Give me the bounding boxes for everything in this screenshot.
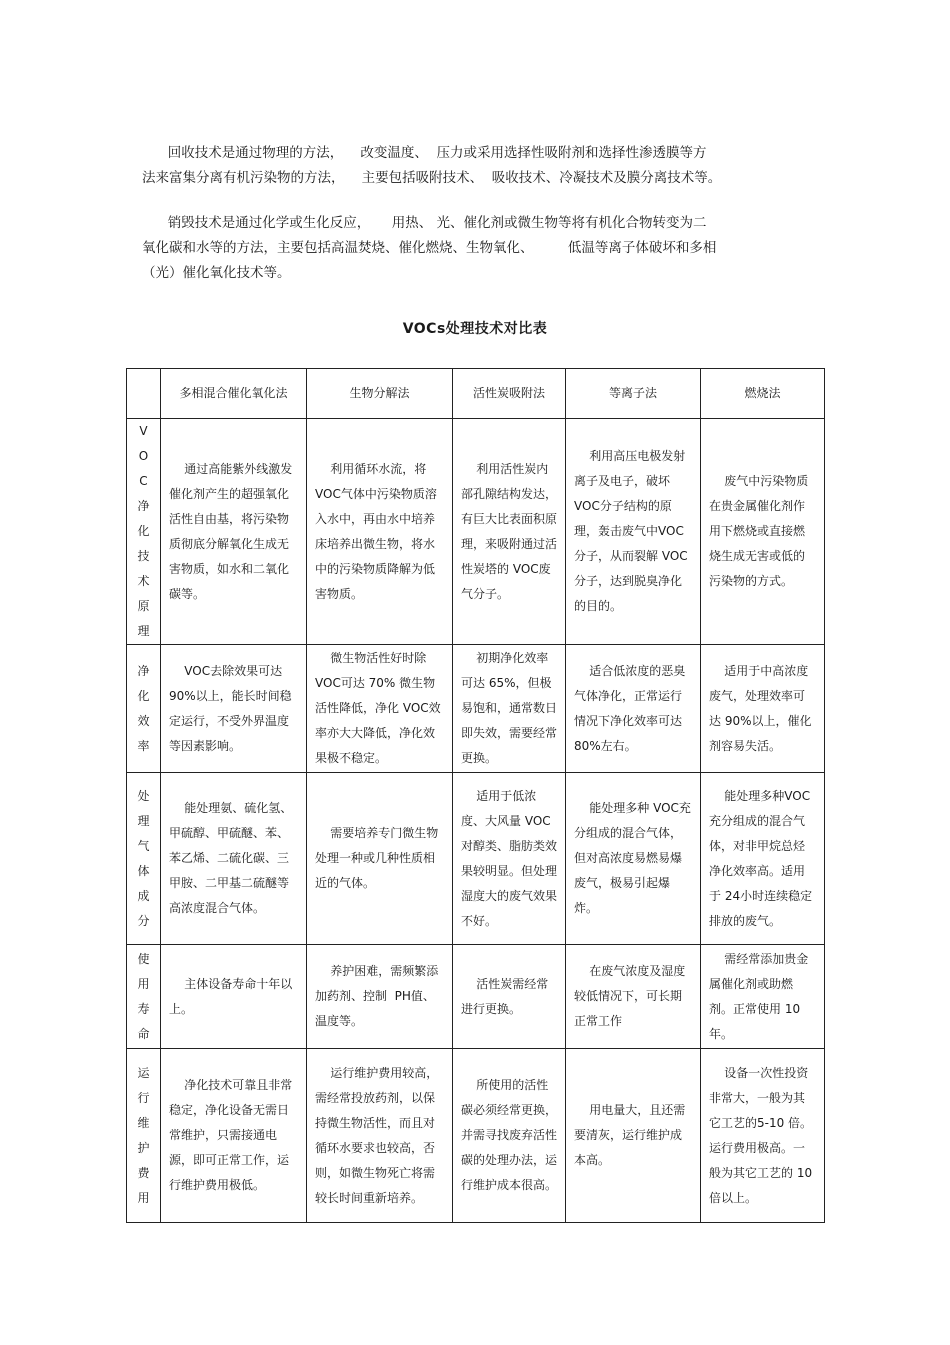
table-cell xyxy=(161,945,307,1049)
table-cell xyxy=(307,773,453,945)
cell-text: 所使用的活性碳必须经常更换，并需寻找废弃活性碳的处理办法，运行维护成本很高。 xyxy=(461,1078,558,1192)
table-cell xyxy=(566,645,701,773)
cell-text: 养护困难，需频繁添加药剂、控制 PH值、温度等。 xyxy=(315,964,439,1028)
table-cell xyxy=(307,645,453,773)
paragraph-line: （光）催化氧化技术等。 xyxy=(142,265,291,281)
table-row xyxy=(127,645,825,773)
table-row xyxy=(127,1049,825,1223)
cell-text: 初期净化效率可达 65%，但极易饱和，通常数日即失效，需要经常更换。 xyxy=(461,651,558,765)
cell-text: 在废气浓度及湿度较低情况下，可长期正常工作 xyxy=(574,964,686,1028)
table-cell xyxy=(307,945,453,1049)
table-cell xyxy=(161,419,307,645)
table-cell xyxy=(161,1049,307,1223)
cell-text: 通过高能紫外线激发催化剂产生的超强氧化活性自由基，将污染物质彻底分解氧化生成无害物质，如水和二氧化碳等。 xyxy=(169,461,293,601)
paragraph-line: 法来富集分离有机污染物的方法， 主要包括吸附技术、 吸收技术、冷凝技术及膜分离技术等。 xyxy=(142,170,722,186)
header-cell: 多相混合催化氧化法 xyxy=(161,369,307,419)
paragraph-line: 销毁技术是通过化学或生化反应， 用热、 光、催化剂或微生物等将有机化合物转变为二 xyxy=(142,215,707,231)
cell-text: 净化技术可靠且非常稳定，净化设备无需日常维护，只需接通电源，即可正常工作，运行维护费用极低。 xyxy=(169,1078,293,1192)
table-cell xyxy=(307,419,453,645)
cell-text: 运行维护费用较高，需经常投放药剂，以保持微生物活性，而且对循环水要求也较高，否则，如微生物死亡将需较长时间重新培养。 xyxy=(315,1065,439,1205)
comparison-table xyxy=(126,368,825,1223)
cell-text: 利用高压电极发射离子及电子，破坏 VOC分子结构的原理，轰击废气中VOC分子，从而裂解 VOC分子，达到脱臭净化的目的。 xyxy=(574,449,688,613)
table-cell xyxy=(453,945,566,1049)
table-cell xyxy=(161,773,307,945)
row-label-cell xyxy=(127,645,161,773)
cell-text: VOC去除效果可达90%以上，能长时间稳定运行，不受外界温度等因素影响。 xyxy=(169,663,292,753)
table-header-row xyxy=(127,369,825,419)
header-cell: 活性炭吸附法 xyxy=(453,369,566,419)
table-cell xyxy=(161,645,307,773)
cell-text: 设备一次性投资非常大，一般为其它工艺的5-10 倍。运行费用极高。一般为其它工艺的 10倍以上。 xyxy=(709,1065,813,1205)
cell-text: 适用于低浓度、大风量 VOC对醇类、脂肪类效果较明显。但处理湿度大的废气效果不好。 xyxy=(461,788,558,928)
cell-text: 能处理多种 VOC充分组成的混合气体，但对高浓度易燃易爆废气，极易引起爆炸。 xyxy=(574,801,691,915)
row-label: 处理气体成分 xyxy=(137,788,150,928)
cell-text: 废气中污染物质在贵金属催化剂作用下燃烧或直接燃烧生成无害或低的污染物的方式。 xyxy=(709,474,809,588)
row-label-cell xyxy=(127,945,161,1049)
table-cell xyxy=(566,773,701,945)
table-caption: VOCs处理技术对比表 xyxy=(402,321,548,337)
table-cell xyxy=(701,945,825,1049)
table-cell xyxy=(453,773,566,945)
table-row xyxy=(127,419,825,645)
header-corner-cell xyxy=(127,369,161,419)
paragraph-line: 回收技术是通过物理的方法， 改变温度、 压力或采用选择性吸附剂和选择性渗透膜等方 xyxy=(142,145,707,161)
row-label: 净化效率 xyxy=(137,663,150,753)
cell-text: 需要培养专门微生物处理一种或几种性质相近的气体。 xyxy=(315,826,439,890)
row-label: VOC净化技术原理 xyxy=(137,424,150,638)
table-cell xyxy=(701,1049,825,1223)
table-cell xyxy=(453,645,566,773)
table-row xyxy=(127,773,825,945)
paragraph-recovery xyxy=(142,141,802,191)
cell-text: 利用活性炭内部孔隙结构发达，有巨大比表面积原理，来吸附通过活性炭塔的 VOC废气分子。 xyxy=(461,461,558,601)
table-cell xyxy=(701,419,825,645)
cell-text: 用电量大，且还需要清灰，运行维护成本高。 xyxy=(574,1103,686,1167)
header-cell: 燃烧法 xyxy=(701,369,825,419)
header-cell: 等离子法 xyxy=(566,369,701,419)
row-label-cell xyxy=(127,773,161,945)
cell-text: 需经常添加贵金属催化剂或助燃剂。正常使用 10 年。 xyxy=(709,951,809,1041)
paragraph-line: 氧化碳和水等的方法，主要包括高温焚烧、催化燃烧、生物氧化、 低温等离子体破坏和多相 xyxy=(142,240,717,256)
cell-text: 利用循环水流，将VOC气体中污染物质溶入水中，再由水中培养床培养出微生物，将水中的污染物质降解为低害物质。 xyxy=(315,461,437,601)
table-cell xyxy=(701,645,825,773)
table-cell xyxy=(566,419,701,645)
cell-text: 微生物活性好时除VOC可达 70% 微生物活性降低，净化 VOC效率亦大大降低，净化效果极不稳定。 xyxy=(315,651,441,765)
cell-text: 能处理氨、硫化氢、甲硫醇、甲硫醚、苯、苯乙烯、二硫化碳、三甲胺、二甲基二硫醚等高浓度混合气体。 xyxy=(169,801,293,915)
row-label: 使用寿命 xyxy=(137,951,150,1041)
row-label-cell xyxy=(127,419,161,645)
row-label: 运行维护费用 xyxy=(137,1065,150,1205)
paragraph-destruction xyxy=(142,211,802,286)
table-cell xyxy=(566,945,701,1049)
table-row xyxy=(127,945,825,1049)
table-cell xyxy=(307,1049,453,1223)
table-cell xyxy=(453,419,566,645)
table-cell xyxy=(701,773,825,945)
table-cell xyxy=(566,1049,701,1223)
cell-text: 适合低浓度的恶臭气体净化，正常运行情况下净化效率可达 80%左右。 xyxy=(574,663,686,753)
cell-text: 能处理多种VOC充分组成的混合气体，对非甲烷总烃净化效率高。适用于 24小时连续稳定排放的废气。 xyxy=(709,788,813,928)
header-cell: 生物分解法 xyxy=(307,369,453,419)
cell-text: 适用于中高浓度废气，处理效率可达 90%以上，催化剂容易失活。 xyxy=(709,663,812,753)
table-cell xyxy=(453,1049,566,1223)
row-label-cell xyxy=(127,1049,161,1223)
cell-text: 活性炭需经常进行更换。 xyxy=(461,976,549,1016)
cell-text: 主体设备寿命十年以上。 xyxy=(169,976,293,1016)
